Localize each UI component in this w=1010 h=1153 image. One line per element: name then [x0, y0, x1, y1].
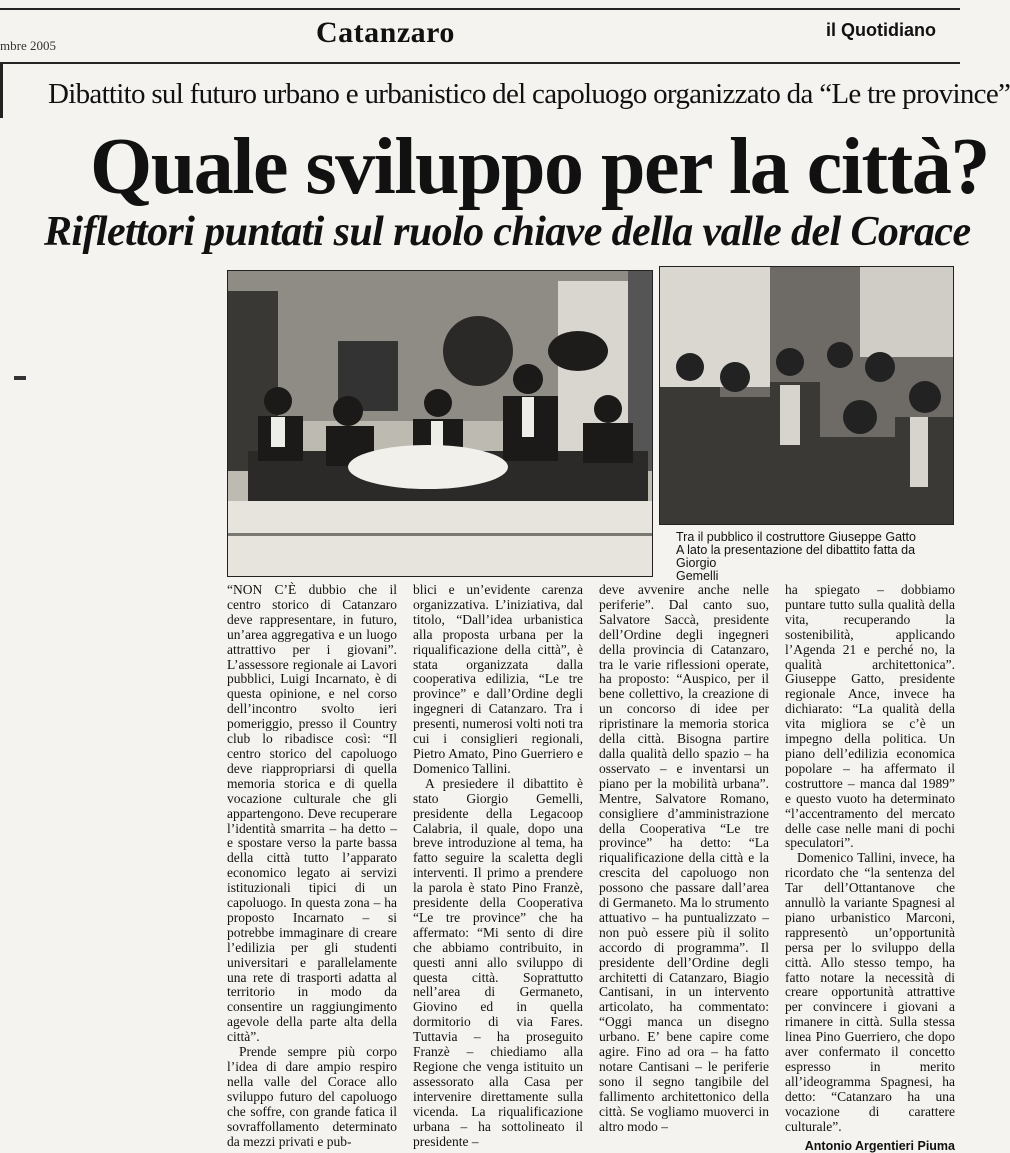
left-border — [0, 62, 3, 118]
paragraph: A presiedere il dibattito è stato Giorgio Gemelli, presidente della Legacoop Calabria, il quale, dopo una breve introduzione al tema, ha fatto seguire la scaletta degli interventi. Il primo a prendere la parola è stato Pino Franzè, presidente della Cooperativa “Le tre province” che ha affermato: “Mi sento di dire che abbiamo contribuito, in questi anni allo sviluppo di questa città. Soprattutto nell’area di Germaneto, Giovino ed in quella dormitorio di via Fares. Tuttavia – ha proseguito Franzè – chiediamo alla Regione che venga istituito un assessorato alla Casa per intervenire direttamente sulla vicenda. La riqualificazione urbana – ha sottolineato il presidente – — [413, 775, 583, 1149]
caption-line: Tra il pubblico il costruttore Giuseppe Gatto — [676, 530, 916, 544]
photo-conference-panel — [227, 270, 653, 577]
paragraph: “NON C’È dubbio che il centro storico di Catanzaro deve rappresentare, in futuro, un’area aggregativa e un luogo attrattivo per i giovani”. L’assessore regionale ai Lavori pubblici, Luigi Incarnato, è di questa opinione, e nel corso dell’incontro svolto ieri pomeriggio, presso il Country club lo ribadisce così: “Il centro storico del capoluogo deve riappropriarsi di quella memoria storica e di quella vocazione culturale che gli appartengono. Deve recuperare l’identità smarrita – ha detto – e spostare verso la parte bassa della città tutto l’apparato economico legato ai servizi istituzionali tipici di un capoluogo. In questa zona – ha proposto Incarnato – si potrebbe immaginare di creare l’edilizia per gli studenti universitari e parallelamente una rete di trasporti adatta al territorio in modo da consentire un raggiungimento agevole della parte alta della città”. — [227, 582, 397, 1045]
paragraph: ha spiegato – dobbiamo puntare tutto sulla qualità della vita, recuperando la sostenibilità, applicando l’Agenda 21 e perché no, la qualità architettonica”. Giuseppe Gatto, presidente regionale Ance, invece ha dichiarato: “La qualità della vita migliora se c’è un impegno della politica. Un piano dell’edilizia economica popolare – ha affermato il costruttore – manca dal 1989” e questo vuoto ha determinato “l’accentramento del mercato delle case nelle mani di pochi speculatori”. — [785, 582, 955, 851]
article-column-4 — [785, 582, 955, 1153]
caption-line: A lato la presentazione del dibattito fatta da Giorgio — [676, 543, 916, 570]
article-kicker: Dibattito sul futuro urbano e urbanistico del capoluogo organizzato da “Le tre province” — [48, 78, 1010, 110]
section-title: Catanzaro — [316, 16, 455, 49]
paragraph: blici e un’evidente carenza organizzativa. L’iniziativa, dal titolo, “Dall’idea urbanistica alla proposta urbana per la riqualificazione della città”, è stata organizzata dalla cooperativa edilizia, “Le tre province” e dall’Ordine degli ingegneri di Catanzaro. Tra i presenti, numerosi volti noti tra cui i consiglieri regionali, Pietro Amato, Pino Guerriero e Domenico Tallini. — [413, 582, 583, 776]
newspaper-logo: il Quotidiano — [826, 20, 936, 40]
article-column-1 — [227, 582, 397, 1149]
panel-photo-image — [228, 271, 652, 576]
paragraph: Prende sempre più corpo l’idea di dare ampio respiro nella valle del Corace allo sviluppo futuro del capoluogo che soffre, con grande fatica il sovraffollamento determinato da mezzi privati e pub- — [227, 1044, 397, 1149]
article-column-3 — [599, 582, 769, 1134]
article-headline: Quale sviluppo per la città? — [90, 123, 989, 211]
article-body — [227, 582, 960, 1153]
audience-photo-image — [660, 267, 953, 524]
caption-line: Gemelli — [676, 569, 719, 583]
byline: Antonio Argentieri Piuma — [804, 1138, 955, 1153]
paragraph: deve avvenire anche nelle periferie”. Dal canto suo, Salvatore Saccà, presidente dell’Ordine degli ingegneri della provincia di Catanzaro, tra le varie riflessioni operate, ha proposto: “Auspico, per il bene collettivo, la creazione di un concorso di idee per ripristinare la memoria storica della città. Bisogna partire dalla qualità dello spazio – ha osservato – e inventarsi un piano per la mobilità urbana”. Mentre, Salvatore Romano, consigliere d’amministrazione della Cooperativa “Le tre province” ha detto: “La riqualificazione della città e la crescita del capoluogo non possono che passare dall’area di Germaneto. Ma lo strumento attuativo – ha puntualizzato – non può essere più il solito accordo di programma”. Il presidente dell’Ordine degli architetti di Catanzaro, Biagio Cantisani, in un intervento articolato, ha commentato: “Oggi manca un disegno urbano. E’ bene capire come agire. Fino ad ora – ha fatto notare Cantisani – le periferie sono il segno tangibile del fallimento architettonico della città. Se vogliamo muoverci in altro modo – — [599, 582, 769, 1134]
header-bottom-rule — [0, 62, 960, 64]
margin-mark — [14, 376, 26, 380]
photo-audience — [659, 266, 954, 525]
photo-caption — [676, 531, 956, 583]
paragraph: Domenico Tallini, invece, ha ricordato che “la sentenza del Tar dell’Ottantanove che annullò la variante Spagnesi al piano urbanistico Marconi, rappresentò un’opportunità persa per lo sviluppo della città. Allo stesso tempo, ha fatto notare la necessità di creare opportunità attrattive per convincere i giovani a rimanere in città. Sulla stessa linea Pino Guerriero, che dopo aver confermato il concetto espresso in merito all’ideogramma Spagnesi, ha detto: “Catanzaro ha una vocazione di carattere culturale”. — [785, 850, 955, 1134]
issue-date: mbre 2005 — [0, 38, 56, 53]
article-subheadline: Riflettori puntati sul ruolo chiave della valle del Corace — [44, 209, 971, 255]
article-column-2 — [413, 582, 583, 1149]
header-rule — [0, 8, 960, 10]
